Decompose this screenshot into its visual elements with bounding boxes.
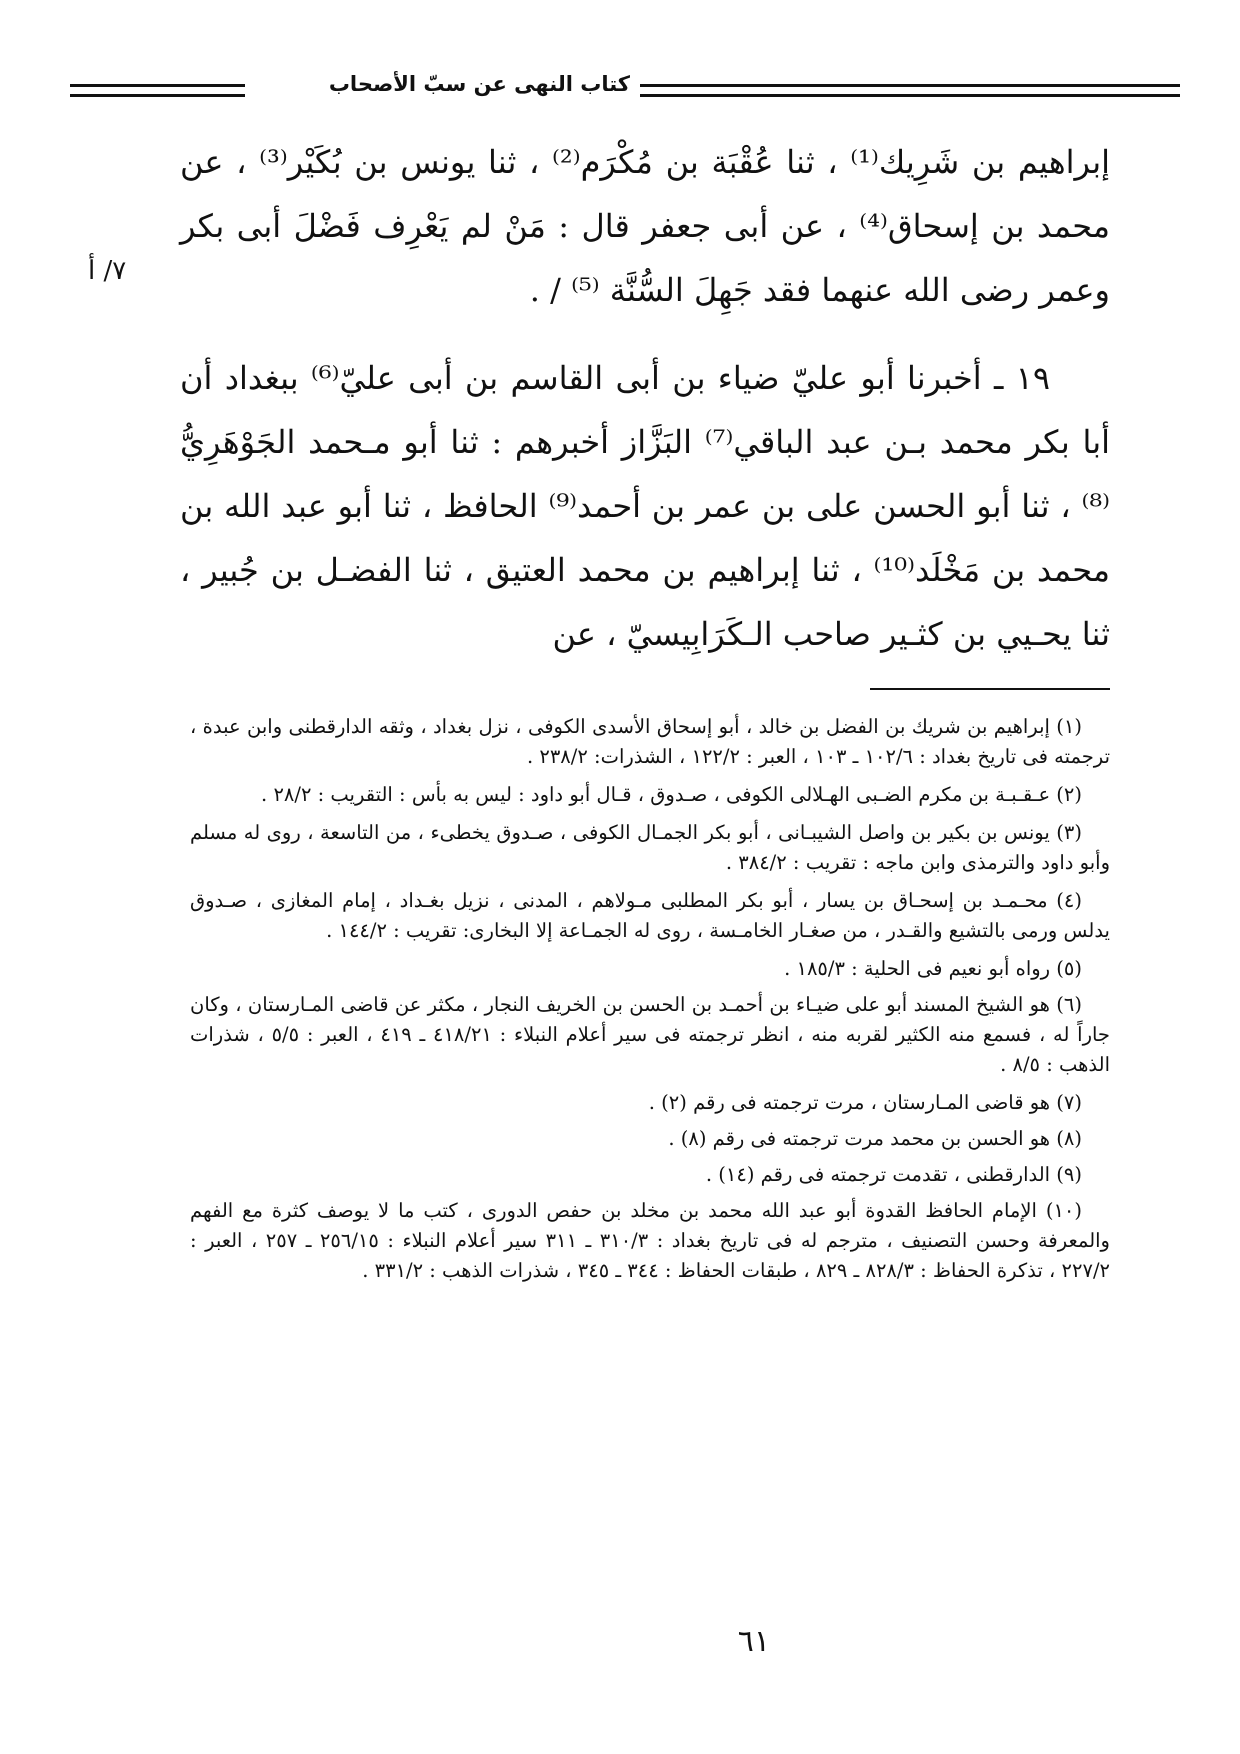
- footnote-1: (١) إبراهيم بن شريك بن الفضل بن خالد ، أبو إسحاق الأسدى الكوفى ، نزل بغداد ، وثقه الدارقطنى وابن عبدة ، ترجمته فى تاريخ بغداد : ١٠٢/٦ ـ ١٠٣ ، العبر : ١٢٢/٢ ، الشذرات: ٢٣٨/٢ .: [190, 715, 1110, 768]
- footnote-separator: [870, 688, 1110, 690]
- footnote-10: (١٠) الإمام الحافظ القدوة أبو عبد الله محمد بن مخلد بن حفص الدورى ، كتب ما لا يوصف كثرة مع الفهم والمعرفة وحسن التصنيف ، مترجم له فى تاريخ بغداد : ٣١٠/٣ ـ ٣١١ سير أعلام النبلاء : ٢٥٦/١٥ ـ ٢٥٧ ، العبر : ٢٢٧/٢ ، تذكرة الحفاظ : ٨٢٨/٣ ـ ٨٢٩ ، طبقات الحفاظ : ٣٤٤ ـ ٣٤٥ ، شذرات الذهب : ٣٣١/٢ .: [190, 1199, 1110, 1282]
- running-header: [70, 68, 1180, 108]
- manuscript-folio-note: ٧/ أ: [88, 256, 127, 286]
- main-text: [180, 130, 1110, 666]
- header-rule-right: [640, 84, 1180, 97]
- footnote-5: (٥) رواه أبو نعيم فى الحلية : ١٨٥/٣ .: [784, 957, 1082, 980]
- footnote-4: (٤) محـمـد بن إسحـاق بن يسار ، أبو بكر المطلبى مـولاهم ، المدنى ، نزيل بغـداد ، إمام المغازى ، صـدوق يدلس ورمى بالتشيع والقـدر ، من صغـار الخامـسة ، روى له الجمـاعة إلا البخارى: تقريب : ١٤٤/٢ .: [190, 889, 1110, 942]
- footnote-7: (٧) هو قاضى المـارستان ، مرت ترجمته فى رقم (٢) .: [648, 1091, 1082, 1114]
- paragraph-1: إبراهيم بن شَرِيك⁽¹⁾ ، ثنا عُقْبَة بن مُكْرَم⁽²⁾ ، ثنا يونس بن بُكَيْر⁽³⁾ ، عن محمد بن إسحاق⁽⁴⁾ ، عن أبى جعفر قال : مَنْ لم يَعْرِف فَضْلَ أبى بكر وعمر رضى الله عنهما فقد جَهِلَ السُّنَّة ⁽⁵⁾ / .: [180, 143, 1111, 309]
- footnote-2: (٢) عـقـبـة بن مكرم الضـبى الهـلالى الكوفى ، صـدوق ، قـال أبو داود : ليس به بأس : التقريب : ٢٨/٢ .: [261, 783, 1082, 806]
- footnote-8: (٨) هو الحسن بن محمد مرت ترجمته فى رقم (٨) .: [668, 1127, 1082, 1150]
- page-number: ٦١: [737, 1624, 770, 1659]
- header-rule-left: [70, 84, 245, 97]
- footnote-9: (٩) الدارقطنى ، تقدمت ترجمته فى رقم (١٤) .: [705, 1163, 1082, 1186]
- paragraph-2: ١٩ ـ أخبرنا أبو عليّ ضياء بن أبى القاسم بن أبى عليّ⁽⁶⁾ ببغداد أن أبا بكر محمد بـن عبد الباقي⁽⁷⁾ البَزَّاز أخبرهم : ثنا أبو مـحمد الجَوْهَرِيُّ ⁽⁸⁾ ، ثنا أبو الحسن على بن عمر بن أحمد⁽⁹⁾ الحافظ ، ثنا أبو عبد الله بن محمد بن مَخْلَد⁽¹⁰⁾ ، ثنا إبراهيم بن محمد العتيق ، ثنا الفضـل بن جُبير ، ثنا يحـيي بن كثـير صاحب الـكَرَابِيسيّ ، عن: [180, 359, 1111, 653]
- footnote-6: (٦) هو الشيخ المسند أبو على ضيـاء بن أحمـد بن الحسن بن الخريف النجار ، مكثر عن قاضى المـارستان ، وكان جاراً له ، فسمع منه الكثير لقربه منه ، انظر ترجمته فى سير أعلام النبلاء : ٤١٨/٢١ ـ ٤١٩ ، العبر : ٥/٥ ، شذرات الذهب : ٨/٥ .: [190, 993, 1110, 1076]
- footnotes: [190, 712, 1110, 1294]
- running-header-title: كتاب النهى عن سبّ الأصحاب: [319, 72, 640, 96]
- footnote-3: (٣) يونس بن بكير بن واصل الشيبـانى ، أبو بكر الجمـال الكوفى ، صـدوق يخطىء ، من التاسعة ، روى له مسلم وأبو داود والترمذى وابن ماجه : تقريب : ٣٨٤/٢ .: [190, 821, 1110, 874]
